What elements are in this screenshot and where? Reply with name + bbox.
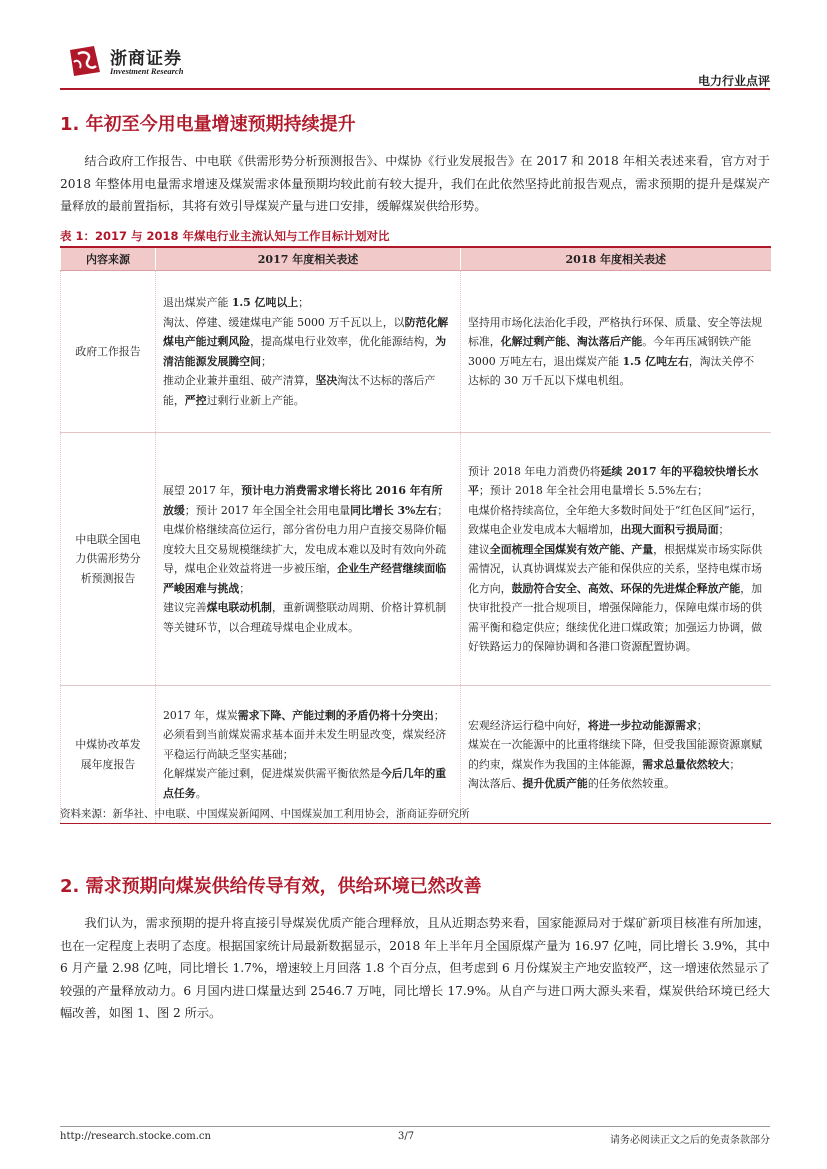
statement-text: ，根据煤炭市场实际供需情况，认真协调煤炭去产能和保供应的关系，坚持电煤市场化方向，	[468, 542, 763, 595]
footer-url-link[interactable]: http://research.stocke.com.cn	[60, 1131, 211, 1142]
brand-name: 浙商证券	[110, 49, 182, 69]
emphasized-text: 预计电力消费需求增长将比 2016 年有所放缓	[163, 484, 443, 517]
statement-2018-cell	[461, 433, 771, 686]
footer-divider	[60, 1126, 770, 1127]
statement-text: 淘汰、停建、缓建煤电产能 5000 万千瓦以上，以	[163, 315, 405, 329]
emphasized-text: 将进一步拉动能源需求	[587, 718, 697, 732]
table-row	[61, 433, 771, 686]
statement-text: 2017 年，煤炭	[163, 708, 238, 722]
brand-logo-icon	[64, 42, 106, 80]
footer-disclaimer: 请务必阅读正文之后的免责条款部分	[610, 1135, 770, 1146]
emphasized-text: 防范化解煤电产能过剩风险	[163, 315, 449, 348]
statement-text: 建议	[468, 542, 490, 556]
statement-text: 淘汰不达标的落后产能，	[163, 374, 436, 407]
statement-text: 的任务依然较重。	[587, 777, 675, 790]
statement-text: ；	[729, 757, 741, 771]
emphasized-text: 出现大面积亏损局面	[620, 523, 719, 536]
statement-text: 宏观经济运行稳中向好，	[468, 718, 588, 732]
table-row	[61, 686, 771, 824]
statement-2017-cell	[156, 433, 461, 686]
emphasized-text: 同比增长 3%左右	[350, 503, 438, 517]
emphasized-text: 延续 2017 年的平稳较快增长水平	[468, 464, 759, 497]
statement-text: ；	[696, 718, 708, 732]
statement-paragraph	[163, 520, 453, 598]
statement-text: ；	[718, 523, 730, 536]
statement-text: 。今年再压减钢铁产能 3000 万吨左右，退出煤炭产能	[468, 335, 752, 368]
statement-text: 电煤价格持续高位，全年绝大多数时间处于“红色区间”运行，致煤电企业发电成本大幅增加，	[468, 503, 763, 536]
statement-paragraph	[163, 293, 453, 313]
statement-text: 电煤价格继续高位运行，部分省份电力用户直接交易降价幅度较大且交易规模继续扩大，发电成本难以及时有效向外疏导，煤电企业效益将进一步被压缩，	[163, 523, 447, 575]
table-title: 表 1：2017 与 2018 年煤电行业主流认知与工作目标计划对比	[60, 229, 390, 243]
emphasized-text: 坚决	[315, 374, 338, 387]
statement-text: ，提高煤电行业效率，优化能源结构，	[250, 335, 436, 348]
statement-text: ；	[433, 708, 445, 722]
emphasized-text: 严控	[184, 393, 207, 407]
statement-2017-cell	[156, 686, 461, 824]
statement-text: ，加快审批投产一批合规项目，增强保障能力，保障电煤市场的供需平衡和稳定供应；继续优化进口煤政策；加强运力协调，做好铁路运力的保障协调和各港口资源配置协调。	[468, 581, 763, 653]
statement-paragraph	[468, 716, 764, 736]
emphasized-text: 全面梳理全国煤炭有效产能、产量	[489, 542, 654, 556]
statement-paragraph	[163, 371, 453, 410]
statement-text: 退出煤炭产能	[163, 296, 232, 309]
report-type: 电力行业点评	[697, 74, 770, 88]
statement-text: ；	[239, 581, 251, 595]
table-header-row	[61, 247, 771, 271]
statement-2018-cell	[461, 271, 771, 433]
statement-text: 淘汰落后、	[468, 777, 523, 790]
emphasized-text: 1.5 亿吨左右	[622, 354, 689, 368]
statement-paragraph	[163, 598, 453, 637]
statement-text: 展望 2017 年，	[163, 484, 242, 497]
source-cell: 中煤协改革发展年度报告	[61, 686, 156, 824]
statement-text: ；预计 2018 年全社会用电量增长 5.5%左右；	[478, 484, 709, 497]
statement-paragraph	[163, 725, 453, 764]
statement-paragraph	[163, 706, 453, 726]
statement-paragraph	[468, 313, 764, 391]
emphasized-text: 煤电联动机制	[206, 601, 272, 614]
column-header: 2018 年度相关表述	[461, 247, 771, 271]
column-header: 内容来源	[61, 247, 156, 271]
statement-text: ，重新调整联动周期、价格计算机制等关键环节，以合理疏导煤电企业成本。	[163, 601, 447, 634]
emphasized-text: 需求总量依然较大	[642, 757, 730, 771]
statement-text: 。	[195, 786, 207, 800]
statement-paragraph	[163, 481, 453, 520]
emphasized-text: 企业生产经营继续面临严峻困难与挑战	[163, 562, 447, 595]
statement-paragraph	[163, 313, 453, 372]
source-cell: 中电联全国电力供需形势分析预测报告	[61, 433, 156, 686]
statement-text: ；	[261, 354, 272, 368]
emphasized-text: 鼓励符合安全、高效、环保的先进煤企释放产能	[511, 581, 741, 595]
emphasized-text: 今后几年的重点任务	[163, 767, 447, 800]
statement-text: ；	[437, 503, 449, 517]
statement-2018-cell	[461, 686, 771, 824]
emphasized-text: 为清洁能源发展腾空间	[163, 335, 447, 368]
statement-text: 推动企业兼并重组、破产清算，	[163, 374, 316, 387]
statement-2017-cell	[156, 271, 461, 433]
emphasized-text: 提升优质产能	[522, 777, 588, 790]
statement-text: ；预计 2017 年全国全社会用电量	[184, 503, 351, 517]
column-header: 2017 年度相关表述	[156, 247, 461, 271]
statement-paragraph	[468, 462, 764, 501]
brand-tagline: Investment Research	[110, 66, 184, 76]
statement-text: ，淘汰关停不达标的 30 万千瓦以下煤电机组。	[468, 354, 755, 387]
table-source-note: 资料来源：新华社、中电联、中国煤炭新闻网、中国煤炭加工利用协会，浙商证券研究所	[60, 808, 470, 820]
section-2-paragraph: 我们认为，需求预期的提升将直接引导煤炭优质产能合理释放，且从近期态势来看，国家能源局对于煤矿新项目核准有所加速，也在一定程度上表明了态度。根据国家统计局最新数据显示，2018 年上半年月全国原煤产量为 16.97 亿吨，同比增长 3.9%，其中 6 月产量 2.98 亿吨，同比增长 1.7%，增速较上月回落 1.8 个百分点，但考虑到 6 月份煤炭主产地安监较严，这一增速依然显示了较强的产量释放动力。6 月国内进口煤量达到 2546.7 万吨，同比增长 17.9%。从自产与进口两大源头来看，煤炭供给环境已经大幅改善，如图 1、图 2 所示。	[60, 916, 770, 1020]
statement-paragraph	[468, 735, 764, 774]
emphasized-text: 1.5 亿吨以上	[231, 296, 299, 309]
statement-text: 坚持用市场化法治化手段，严格执行环保、质量、安全等法规标准，	[468, 315, 763, 348]
statement-text: ；	[298, 296, 310, 309]
statement-text: 煤炭在一次能源中的比重将继续下降，但受我国能源资源禀赋的约束，煤炭作为我国的主体能源，	[468, 738, 763, 771]
statement-text: 必须看到当前煤炭需求基本面并未发生明显改变，煤炭经济平稳运行尚缺乏坚实基础；	[163, 728, 447, 761]
header-divider	[60, 88, 770, 90]
statement-paragraph	[468, 774, 764, 794]
section-1-title: 1. 年初至今用电量增速预期持续提升	[60, 114, 356, 135]
statement-paragraph	[163, 764, 453, 803]
table-row	[61, 271, 771, 433]
section-1-paragraph: 结合政府工作报告、中电联《供需形势分析预测报告》、中煤协《行业发展报告》在 2017 和 2018 年相关表述来看，官方对于 2018 年整体用电量需求增速及煤炭需求体量预期均较此前有较大提升，我们在此依然坚持此前报告观点，需求预期的提升是煤炭产量释放的最前置指标，其将有效引导煤炭产量与进口安排，缓解煤炭供给形势。	[60, 154, 770, 213]
page-header	[60, 34, 770, 86]
section-2-title: 2. 需求预期向煤炭供给传导有效，供给环境已然改善	[60, 876, 482, 897]
comparison-table	[60, 246, 771, 824]
statement-text: 化解煤炭产能过剩，促进煤炭供需平衡依然是	[163, 767, 381, 781]
statement-text: 过剩行业新上产能。	[206, 393, 305, 407]
statement-text: 预计 2018 年电力消费仍将	[468, 464, 601, 478]
emphasized-text: 需求下降、产能过剩的矛盾仍将十分突出	[237, 708, 434, 722]
statement-paragraph	[468, 501, 764, 540]
page-number: 3/7	[398, 1131, 415, 1142]
source-cell: 政府工作报告	[61, 271, 156, 433]
statement-paragraph	[468, 540, 764, 657]
emphasized-text: 化解过剩产能、淘汰落后产能	[500, 335, 643, 348]
statement-text: 建议完善	[163, 601, 207, 614]
